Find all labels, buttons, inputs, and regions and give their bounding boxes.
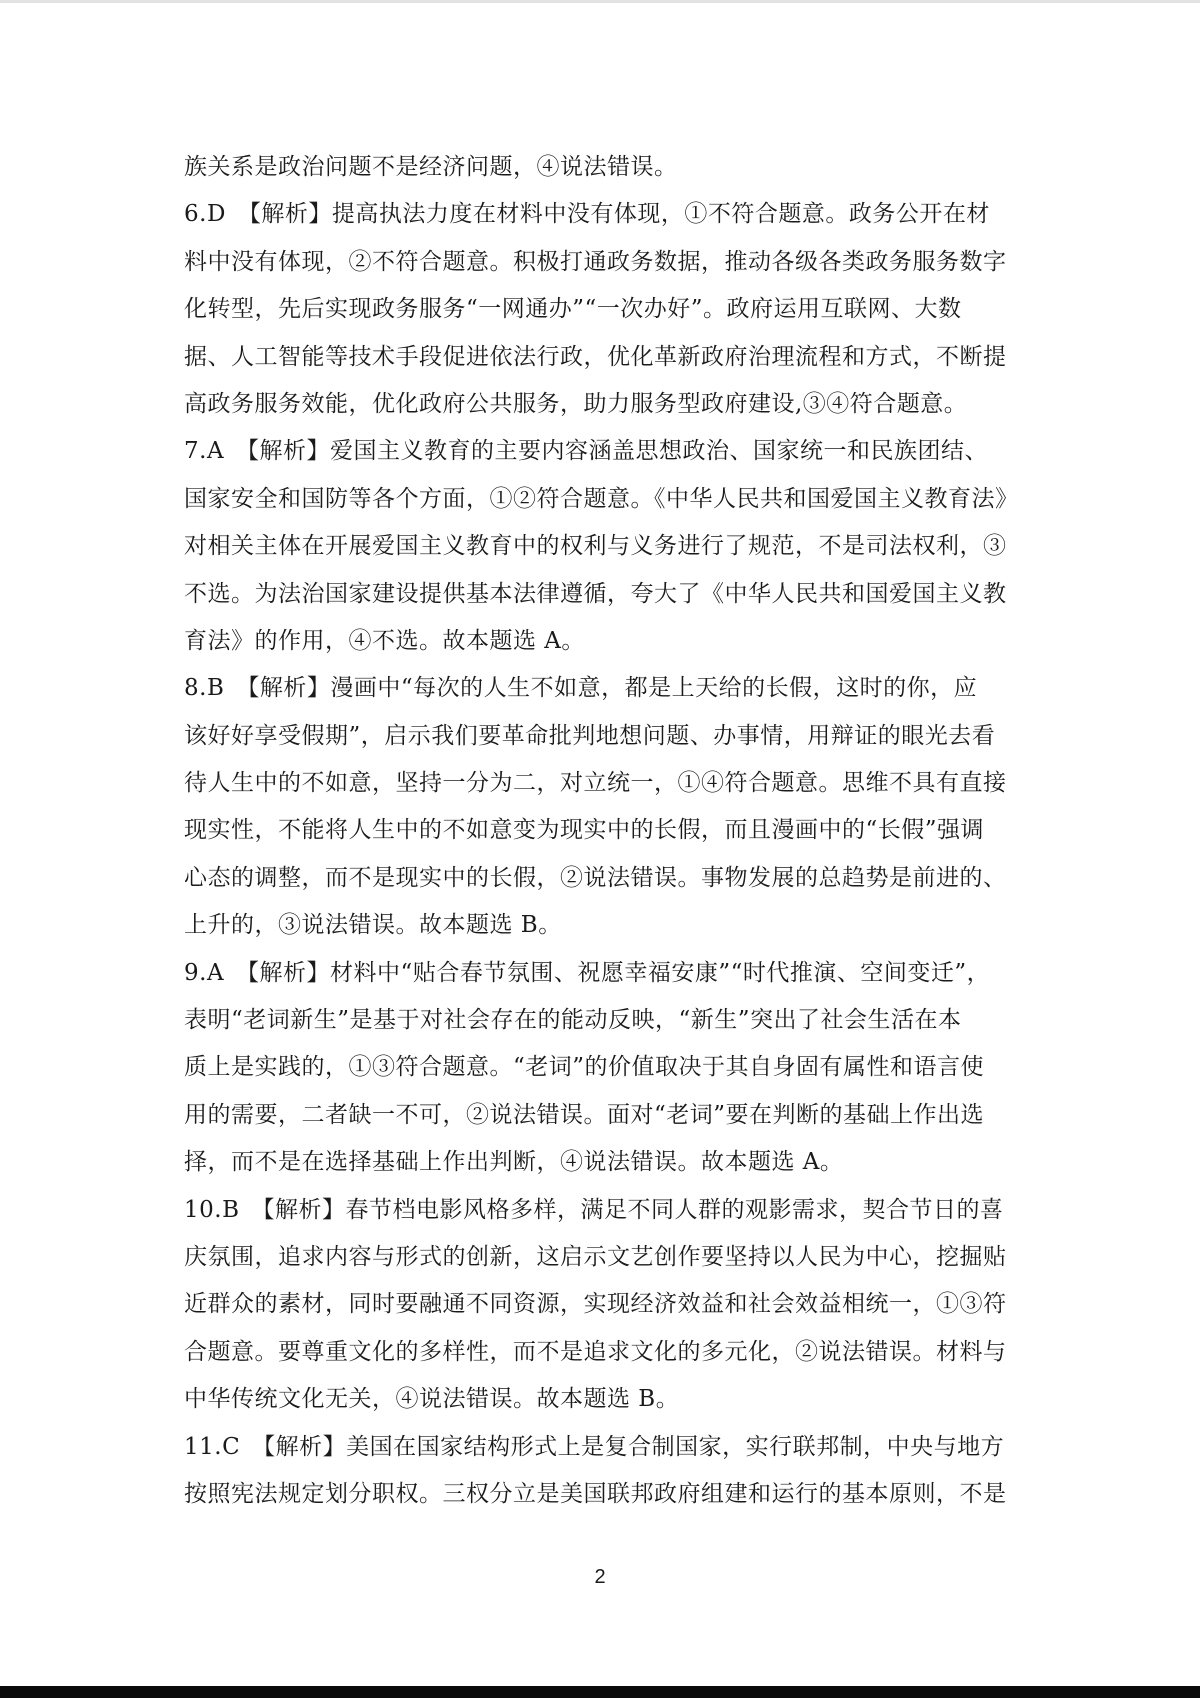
- text-line: 6.D 【解析】提高执法力度在材料中没有体现，①不符合题意。政务公开在材: [184, 201, 990, 228]
- text-line: 据、人工智能等技术手段促进依法行政，优化革新政府治理流程和方式，不断提: [184, 343, 1007, 370]
- text-line: 高政务服务效能，优化政府公共服务，助力服务型政府建设,③④符合题意。: [184, 390, 968, 417]
- text-line: 按照宪法规定划分职权。三权分立是美国联邦政府组建和运行的基本原则，不是: [184, 1480, 1007, 1507]
- text-line: 中华传统文化无关，④说法错误。故本题选 B。: [184, 1386, 680, 1413]
- scan-bottom-edge: [0, 1686, 1200, 1698]
- text-line: 族关系是政治问题不是经济问题，④说法错误。: [184, 154, 678, 180]
- text-line: 质上是实践的，①③符合题意。“老词”的价值取决于其自身固有属性和语言使: [184, 1054, 985, 1081]
- text-line: 用的需要，二者缺一不可，②说法错误。面对“老词”要在判断的基础上作出选: [184, 1101, 985, 1128]
- page-top-edge: [0, 0, 1200, 3]
- text-line: 表明“老词新生”是基于对社会存在的能动反映，“新生”突出了社会生活在本: [184, 1007, 962, 1034]
- text-line: 国家安全和国防等各个方面，①②符合题意。《中华人民共和国爱国主义教育法》: [184, 485, 1018, 512]
- text-line: 该好好享受假期”，启示我们要革命批判地想问题、办事情，用辩证的眼光去看: [184, 722, 996, 749]
- text-line: 化转型，先后实现政务服务“一网通办”“一次办好”。政府运用互联网、大数: [184, 296, 962, 323]
- text-line: 7.A 【解析】爱国主义教育的主要内容涵盖思想政治、国家统一和民族团结、: [184, 438, 989, 465]
- text-line: 合题意。要尊重文化的多样性，而不是追求文化的多元化，②说法错误。材料与: [184, 1338, 1007, 1365]
- text-line: 择，而不是在选择基础上作出判断，④说法错误。故本题选 A。: [184, 1149, 844, 1176]
- text-line: 8.B 【解析】漫画中“每次的人生不如意，都是上天给的长假，这时的你，应: [184, 675, 978, 702]
- text-line: 不选。为法治国家建设提供基本法律遵循，夸大了《中华人民共和国爱国主义教: [184, 580, 1007, 607]
- text-line: 9.A 【解析】材料中“贴合春节氛围、祝愿幸福安康”“时代推演、空间变迁”，: [184, 959, 991, 986]
- text-line: 11.C 【解析】美国在国家结构形式上是复合制国家，实行联邦制，中央与地方: [184, 1433, 1005, 1460]
- text-line: 待人生中的不如意，坚持一分为二，对立统一，①④符合题意。思维不具有直接: [184, 770, 1007, 797]
- text-line: 心态的调整，而不是现实中的长假，②说法错误。事物发展的总趋势是前进的、: [184, 864, 1007, 891]
- text-line: 料中没有体现，②不符合题意。积极打通政务数据，推动各级各类政务服务数字: [184, 248, 1007, 275]
- text-line: 对相关主体在开展爱国主义教育中的权利与义务进行了规范，不是司法权利，③: [184, 533, 1007, 560]
- text-line: 近群众的素材，同时要融通不同资源，实现经济效益和社会效益相统一，①③符: [184, 1291, 1007, 1318]
- page-number: 2: [594, 1566, 606, 1588]
- text-line: 现实性，不能将人生中的不如意变为现实中的长假，而且漫画中的“长假”强调: [184, 817, 985, 844]
- text-line: 育法》的作用，④不选。故本题选 A。: [184, 627, 585, 654]
- text-line: 上升的，③说法错误。故本题选 B。: [184, 912, 562, 939]
- answer-explanation-text: [184, 144, 1018, 1518]
- text-line: 庆氛围，追求内容与形式的创新，这启示文艺创作要坚持以人民为中心，挖掘贴: [184, 1243, 1007, 1270]
- text-line: 10.B 【解析】春节档电影风格多样，满足不同人群的观影需求，契合节日的喜: [184, 1196, 1004, 1223]
